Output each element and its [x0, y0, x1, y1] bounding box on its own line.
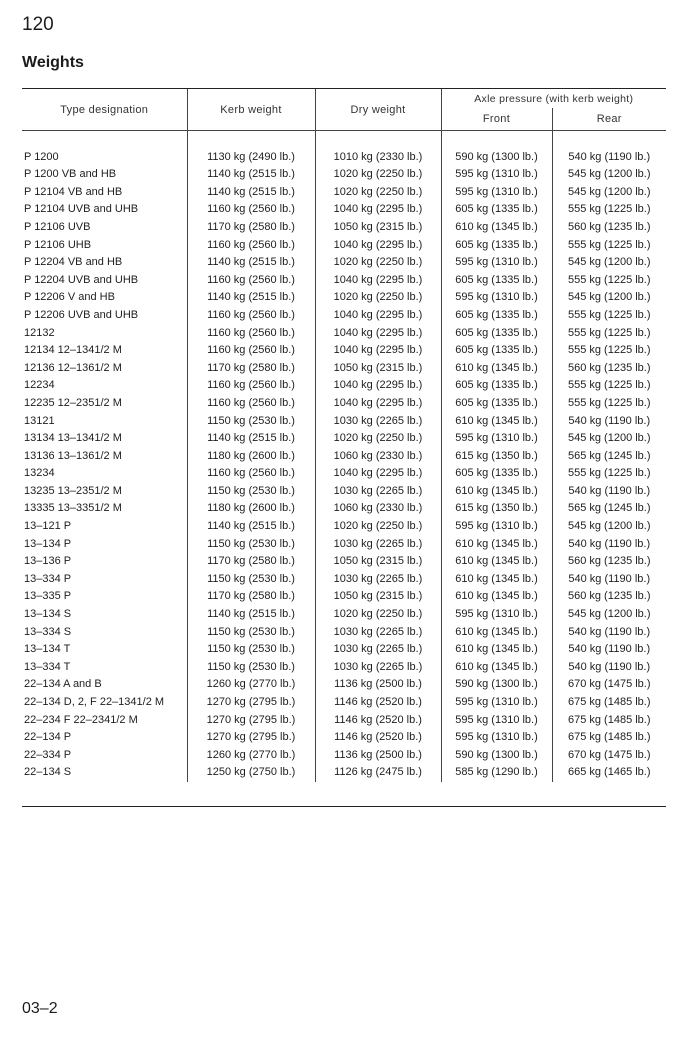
dry-weight-cell: 1020 kg (2250 lb.): [315, 184, 441, 202]
kerb-weight-cell: 1140 kg (2515 lb.): [187, 518, 315, 536]
front-axle-cell: 610 kg (1345 lb.): [441, 588, 552, 606]
type-designation-cell: P 12106 UHB: [24, 238, 92, 251]
dry-weight-cell: 1040 kg (2295 lb.): [315, 325, 441, 343]
dry-weight-cell: 1146 kg (2520 lb.): [315, 712, 441, 730]
kerb-weight-cell: 1160 kg (2560 lb.): [187, 307, 315, 325]
header-axle-pressure: Axle pressure (with kerb weight): [441, 89, 666, 108]
front-axle-cell: 610 kg (1345 lb.): [441, 536, 552, 554]
kerb-weight-cell: 1160 kg (2560 lb.): [187, 465, 315, 483]
table-row: [22, 254, 666, 272]
front-axle-cell: 610 kg (1345 lb.): [441, 641, 552, 659]
kerb-weight-cell: 1180 kg (2600 lb.): [187, 448, 315, 466]
rear-axle-cell: 555 kg (1225 lb.): [552, 272, 666, 290]
rear-axle-cell: 555 kg (1225 lb.): [552, 307, 666, 325]
front-axle-cell: 595 kg (1310 lb.): [441, 254, 552, 272]
dry-weight-cell: 1136 kg (2500 lb.): [315, 747, 441, 765]
kerb-weight-cell: 1260 kg (2770 lb.): [187, 676, 315, 694]
front-axle-cell: 610 kg (1345 lb.): [441, 624, 552, 642]
front-axle-cell: 610 kg (1345 lb.): [441, 219, 552, 237]
dry-weight-cell: 1060 kg (2330 lb.): [315, 500, 441, 518]
table-row: [22, 149, 666, 167]
dry-weight-cell: 1040 kg (2295 lb.): [315, 201, 441, 219]
rear-axle-cell: 670 kg (1475 lb.): [552, 676, 666, 694]
kerb-weight-cell: 1160 kg (2560 lb.): [187, 272, 315, 290]
rear-axle-cell: 675 kg (1485 lb.): [552, 729, 666, 747]
table-row: [22, 641, 666, 659]
kerb-weight-cell: 1130 kg (2490 lb.): [187, 149, 315, 167]
dry-weight-cell: 1050 kg (2315 lb.): [315, 588, 441, 606]
kerb-weight-cell: 1150 kg (2530 lb.): [187, 483, 315, 501]
rear-axle-cell: 555 kg (1225 lb.): [552, 201, 666, 219]
kerb-weight-cell: 1170 kg (2580 lb.): [187, 360, 315, 378]
table-row: [22, 307, 666, 325]
dry-weight-cell: 1010 kg (2330 lb.): [315, 149, 441, 167]
type-designation-cell: P 1200: [24, 150, 59, 163]
rear-axle-cell: 540 kg (1190 lb.): [552, 536, 666, 554]
front-axle-cell: 615 kg (1350 lb.): [441, 448, 552, 466]
type-designation-cell: 13–134 S: [24, 608, 72, 621]
front-axle-cell: 610 kg (1345 lb.): [441, 571, 552, 589]
rear-axle-cell: 545 kg (1200 lb.): [552, 166, 666, 184]
rear-axle-cell: 540 kg (1190 lb.): [552, 413, 666, 431]
kerb-weight-cell: 1140 kg (2515 lb.): [187, 184, 315, 202]
kerb-weight-cell: 1140 kg (2515 lb.): [187, 166, 315, 184]
dry-weight-cell: 1030 kg (2265 lb.): [315, 624, 441, 642]
table-row: [22, 712, 666, 730]
table-row: [22, 289, 666, 307]
table-row: [22, 377, 666, 395]
rear-axle-cell: 675 kg (1485 lb.): [552, 694, 666, 712]
type-designation-cell: P 12104 VB and HB: [24, 185, 123, 198]
front-axle-cell: 595 kg (1310 lb.): [441, 184, 552, 202]
front-axle-cell: 605 kg (1335 lb.): [441, 272, 552, 290]
dry-weight-cell: 1020 kg (2250 lb.): [315, 254, 441, 272]
dry-weight-cell: 1126 kg (2475 lb.): [315, 764, 441, 782]
dry-weight-cell: 1050 kg (2315 lb.): [315, 360, 441, 378]
dry-weight-cell: 1030 kg (2265 lb.): [315, 483, 441, 501]
kerb-weight-cell: 1150 kg (2530 lb.): [187, 624, 315, 642]
kerb-weight-cell: 1160 kg (2560 lb.): [187, 395, 315, 413]
table-row: [22, 588, 666, 606]
table-row: [22, 483, 666, 501]
dry-weight-cell: 1050 kg (2315 lb.): [315, 219, 441, 237]
front-axle-cell: 595 kg (1310 lb.): [441, 289, 552, 307]
kerb-weight-cell: 1170 kg (2580 lb.): [187, 553, 315, 571]
front-axle-cell: 590 kg (1300 lb.): [441, 747, 552, 765]
front-axle-cell: 585 kg (1290 lb.): [441, 764, 552, 782]
rear-axle-cell: 555 kg (1225 lb.): [552, 237, 666, 255]
type-designation-cell: P 12206 UVB and UHB: [24, 308, 139, 321]
type-designation-cell: 13134 13–1341/2 M: [24, 432, 122, 445]
type-designation-cell: 13–134 P: [24, 537, 72, 550]
type-designation-cell: 12136 12–1361/2 M: [24, 361, 122, 374]
rear-axle-cell: 560 kg (1235 lb.): [552, 219, 666, 237]
front-axle-cell: 605 kg (1335 lb.): [441, 395, 552, 413]
rear-axle-cell: 540 kg (1190 lb.): [552, 624, 666, 642]
table-row: [22, 729, 666, 747]
dry-weight-cell: 1020 kg (2250 lb.): [315, 430, 441, 448]
dry-weight-cell: 1040 kg (2295 lb.): [315, 395, 441, 413]
header-front: Front: [441, 108, 552, 131]
dry-weight-cell: 1040 kg (2295 lb.): [315, 377, 441, 395]
kerb-weight-cell: 1260 kg (2770 lb.): [187, 747, 315, 765]
kerb-weight-cell: 1150 kg (2530 lb.): [187, 571, 315, 589]
table-row: [22, 553, 666, 571]
kerb-weight-cell: 1160 kg (2560 lb.): [187, 377, 315, 395]
front-axle-cell: 605 kg (1335 lb.): [441, 377, 552, 395]
rear-axle-cell: 670 kg (1475 lb.): [552, 747, 666, 765]
front-axle-cell: 595 kg (1310 lb.): [441, 712, 552, 730]
table-row: [22, 518, 666, 536]
rear-axle-cell: 540 kg (1190 lb.): [552, 483, 666, 501]
type-designation-cell: 12132: [24, 326, 55, 339]
kerb-weight-cell: 1170 kg (2580 lb.): [187, 219, 315, 237]
type-designation-cell: 22–134 S: [24, 766, 72, 779]
kerb-weight-cell: 1150 kg (2530 lb.): [187, 641, 315, 659]
rear-axle-cell: 555 kg (1225 lb.): [552, 377, 666, 395]
kerb-weight-cell: 1270 kg (2795 lb.): [187, 729, 315, 747]
dry-weight-cell: 1136 kg (2500 lb.): [315, 676, 441, 694]
dry-weight-cell: 1020 kg (2250 lb.): [315, 606, 441, 624]
rear-axle-cell: 540 kg (1190 lb.): [552, 571, 666, 589]
kerb-weight-cell: 1150 kg (2530 lb.): [187, 659, 315, 677]
dry-weight-cell: 1060 kg (2330 lb.): [315, 448, 441, 466]
table-row: [22, 272, 666, 290]
type-designation-cell: 13–335 P: [24, 590, 72, 603]
table-row: [22, 342, 666, 360]
table-row: [22, 694, 666, 712]
dry-weight-cell: 1050 kg (2315 lb.): [315, 553, 441, 571]
type-designation-cell: 13–334 T: [24, 660, 71, 673]
dry-weight-cell: 1040 kg (2295 lb.): [315, 272, 441, 290]
rear-axle-cell: 540 kg (1190 lb.): [552, 641, 666, 659]
type-designation-cell: P 12204 VB and HB: [24, 256, 123, 269]
kerb-weight-cell: 1270 kg (2795 lb.): [187, 712, 315, 730]
front-axle-cell: 590 kg (1300 lb.): [441, 149, 552, 167]
rear-axle-cell: 545 kg (1200 lb.): [552, 606, 666, 624]
front-axle-cell: 605 kg (1335 lb.): [441, 325, 552, 343]
kerb-weight-cell: 1160 kg (2560 lb.): [187, 325, 315, 343]
type-designation-cell: 22–234 F 22–2341/2 M: [24, 713, 138, 726]
kerb-weight-cell: 1140 kg (2515 lb.): [187, 606, 315, 624]
front-axle-cell: 595 kg (1310 lb.): [441, 606, 552, 624]
section-title: Weights: [22, 54, 84, 71]
rear-axle-cell: 555 kg (1225 lb.): [552, 395, 666, 413]
table-row: [22, 395, 666, 413]
dry-weight-cell: 1146 kg (2520 lb.): [315, 729, 441, 747]
front-axle-cell: 595 kg (1310 lb.): [441, 694, 552, 712]
table-row: [22, 219, 666, 237]
front-axle-cell: 595 kg (1310 lb.): [441, 430, 552, 448]
dry-weight-cell: 1030 kg (2265 lb.): [315, 659, 441, 677]
dry-weight-cell: 1030 kg (2265 lb.): [315, 571, 441, 589]
kerb-weight-cell: 1140 kg (2515 lb.): [187, 254, 315, 272]
dry-weight-cell: 1040 kg (2295 lb.): [315, 342, 441, 360]
dry-weight-cell: 1040 kg (2295 lb.): [315, 237, 441, 255]
header-type-designation: Type designation: [60, 103, 149, 116]
front-axle-cell: 595 kg (1310 lb.): [441, 166, 552, 184]
front-axle-cell: 605 kg (1335 lb.): [441, 465, 552, 483]
type-designation-cell: P 12204 UVB and UHB: [24, 273, 139, 286]
header-rear: Rear: [552, 108, 666, 131]
front-axle-cell: 605 kg (1335 lb.): [441, 307, 552, 325]
type-designation-cell: 12134 12–1341/2 M: [24, 344, 122, 357]
type-designation-cell: 12234: [24, 379, 55, 392]
type-designation-cell: 12235 12–2351/2 M: [24, 396, 122, 409]
kerb-weight-cell: 1150 kg (2530 lb.): [187, 413, 315, 431]
table-row: [22, 237, 666, 255]
rear-axle-cell: 540 kg (1190 lb.): [552, 659, 666, 677]
table-row: [22, 465, 666, 483]
table-row: [22, 448, 666, 466]
table-row: [22, 676, 666, 694]
table-row: [22, 764, 666, 782]
rear-axle-cell: 545 kg (1200 lb.): [552, 430, 666, 448]
table-row: [22, 430, 666, 448]
page-footer-label: 03–2: [22, 1000, 58, 1017]
rear-axle-cell: 545 kg (1200 lb.): [552, 289, 666, 307]
type-designation-cell: 13–334 S: [24, 625, 72, 638]
kerb-weight-cell: 1250 kg (2750 lb.): [187, 764, 315, 782]
weights-table: [22, 89, 666, 782]
type-designation-cell: 13–134 T: [24, 643, 71, 656]
table-row: [22, 166, 666, 184]
dry-weight-cell: 1030 kg (2265 lb.): [315, 641, 441, 659]
front-axle-cell: 590 kg (1300 lb.): [441, 676, 552, 694]
type-designation-cell: 13–136 P: [24, 555, 72, 568]
kerb-weight-cell: 1140 kg (2515 lb.): [187, 430, 315, 448]
kerb-weight-cell: 1160 kg (2560 lb.): [187, 237, 315, 255]
weights-table-container: [22, 88, 666, 807]
kerb-weight-cell: 1170 kg (2580 lb.): [187, 588, 315, 606]
header-dry-weight: Dry weight: [315, 89, 441, 131]
page-number: 120: [22, 14, 54, 35]
table-row: [22, 571, 666, 589]
rear-axle-cell: 545 kg (1200 lb.): [552, 254, 666, 272]
table-row: [22, 325, 666, 343]
dry-weight-cell: 1020 kg (2250 lb.): [315, 518, 441, 536]
kerb-weight-cell: 1180 kg (2600 lb.): [187, 500, 315, 518]
rear-axle-cell: 545 kg (1200 lb.): [552, 184, 666, 202]
rear-axle-cell: 560 kg (1235 lb.): [552, 588, 666, 606]
type-designation-cell: P 12206 V and HB: [24, 291, 115, 304]
front-axle-cell: 610 kg (1345 lb.): [441, 553, 552, 571]
table-row: [22, 606, 666, 624]
table-row: [22, 360, 666, 378]
rear-axle-cell: 675 kg (1485 lb.): [552, 712, 666, 730]
type-designation-cell: 22–134 D, 2, F 22–1341/2 M: [24, 696, 165, 708]
table-row: [22, 536, 666, 554]
rear-axle-cell: 560 kg (1235 lb.): [552, 360, 666, 378]
type-designation-cell: 13–121 P: [24, 520, 72, 533]
front-axle-cell: 610 kg (1345 lb.): [441, 659, 552, 677]
table-row: [22, 624, 666, 642]
type-designation-cell: 13121: [24, 414, 55, 427]
type-designation-cell: 22–134 A and B: [24, 678, 102, 691]
table-spacer-row: [22, 131, 666, 149]
table-row: [22, 413, 666, 431]
rear-axle-cell: 555 kg (1225 lb.): [552, 325, 666, 343]
kerb-weight-cell: 1160 kg (2560 lb.): [187, 201, 315, 219]
dry-weight-cell: 1030 kg (2265 lb.): [315, 536, 441, 554]
type-designation-cell: 13–334 P: [24, 572, 72, 585]
kerb-weight-cell: 1160 kg (2560 lb.): [187, 342, 315, 360]
front-axle-cell: 595 kg (1310 lb.): [441, 729, 552, 747]
table-row: [22, 747, 666, 765]
table-row: [22, 201, 666, 219]
rear-axle-cell: 665 kg (1465 lb.): [552, 764, 666, 782]
rear-axle-cell: 545 kg (1200 lb.): [552, 518, 666, 536]
rear-axle-cell: 540 kg (1190 lb.): [552, 149, 666, 167]
rear-axle-cell: 565 kg (1245 lb.): [552, 500, 666, 518]
dry-weight-cell: 1030 kg (2265 lb.): [315, 413, 441, 431]
rear-axle-cell: 560 kg (1235 lb.): [552, 553, 666, 571]
kerb-weight-cell: 1150 kg (2530 lb.): [187, 536, 315, 554]
front-axle-cell: 605 kg (1335 lb.): [441, 201, 552, 219]
type-designation-cell: P 12106 UVB: [24, 220, 91, 233]
front-axle-cell: 610 kg (1345 lb.): [441, 413, 552, 431]
table-row: [22, 659, 666, 677]
front-axle-cell: 610 kg (1345 lb.): [441, 360, 552, 378]
rear-axle-cell: 555 kg (1225 lb.): [552, 465, 666, 483]
header-kerb-weight: Kerb weight: [187, 89, 315, 131]
type-designation-cell: 13235 13–2351/2 M: [24, 484, 122, 497]
kerb-weight-cell: 1140 kg (2515 lb.): [187, 289, 315, 307]
type-designation-cell: 13136 13–1361/2 M: [24, 449, 122, 462]
rear-axle-cell: 555 kg (1225 lb.): [552, 342, 666, 360]
front-axle-cell: 605 kg (1335 lb.): [441, 237, 552, 255]
dry-weight-cell: 1040 kg (2295 lb.): [315, 465, 441, 483]
type-designation-cell: 22–334 P: [24, 748, 72, 761]
dry-weight-cell: 1020 kg (2250 lb.): [315, 289, 441, 307]
type-designation-cell: P 1200 VB and HB: [24, 168, 117, 181]
front-axle-cell: 595 kg (1310 lb.): [441, 518, 552, 536]
dry-weight-cell: 1020 kg (2250 lb.): [315, 166, 441, 184]
type-designation-cell: 13234: [24, 467, 55, 480]
front-axle-cell: 615 kg (1350 lb.): [441, 500, 552, 518]
type-designation-cell: 13335 13–3351/2 M: [24, 502, 122, 515]
dry-weight-cell: 1146 kg (2520 lb.): [315, 694, 441, 712]
type-designation-cell: P 12104 UVB and UHB: [24, 203, 139, 216]
dry-weight-cell: 1040 kg (2295 lb.): [315, 307, 441, 325]
type-designation-cell: 22–134 P: [24, 731, 72, 744]
table-row: [22, 184, 666, 202]
table-row: [22, 500, 666, 518]
front-axle-cell: 610 kg (1345 lb.): [441, 483, 552, 501]
kerb-weight-cell: 1270 kg (2795 lb.): [187, 694, 315, 712]
front-axle-cell: 605 kg (1335 lb.): [441, 342, 552, 360]
rear-axle-cell: 565 kg (1245 lb.): [552, 448, 666, 466]
